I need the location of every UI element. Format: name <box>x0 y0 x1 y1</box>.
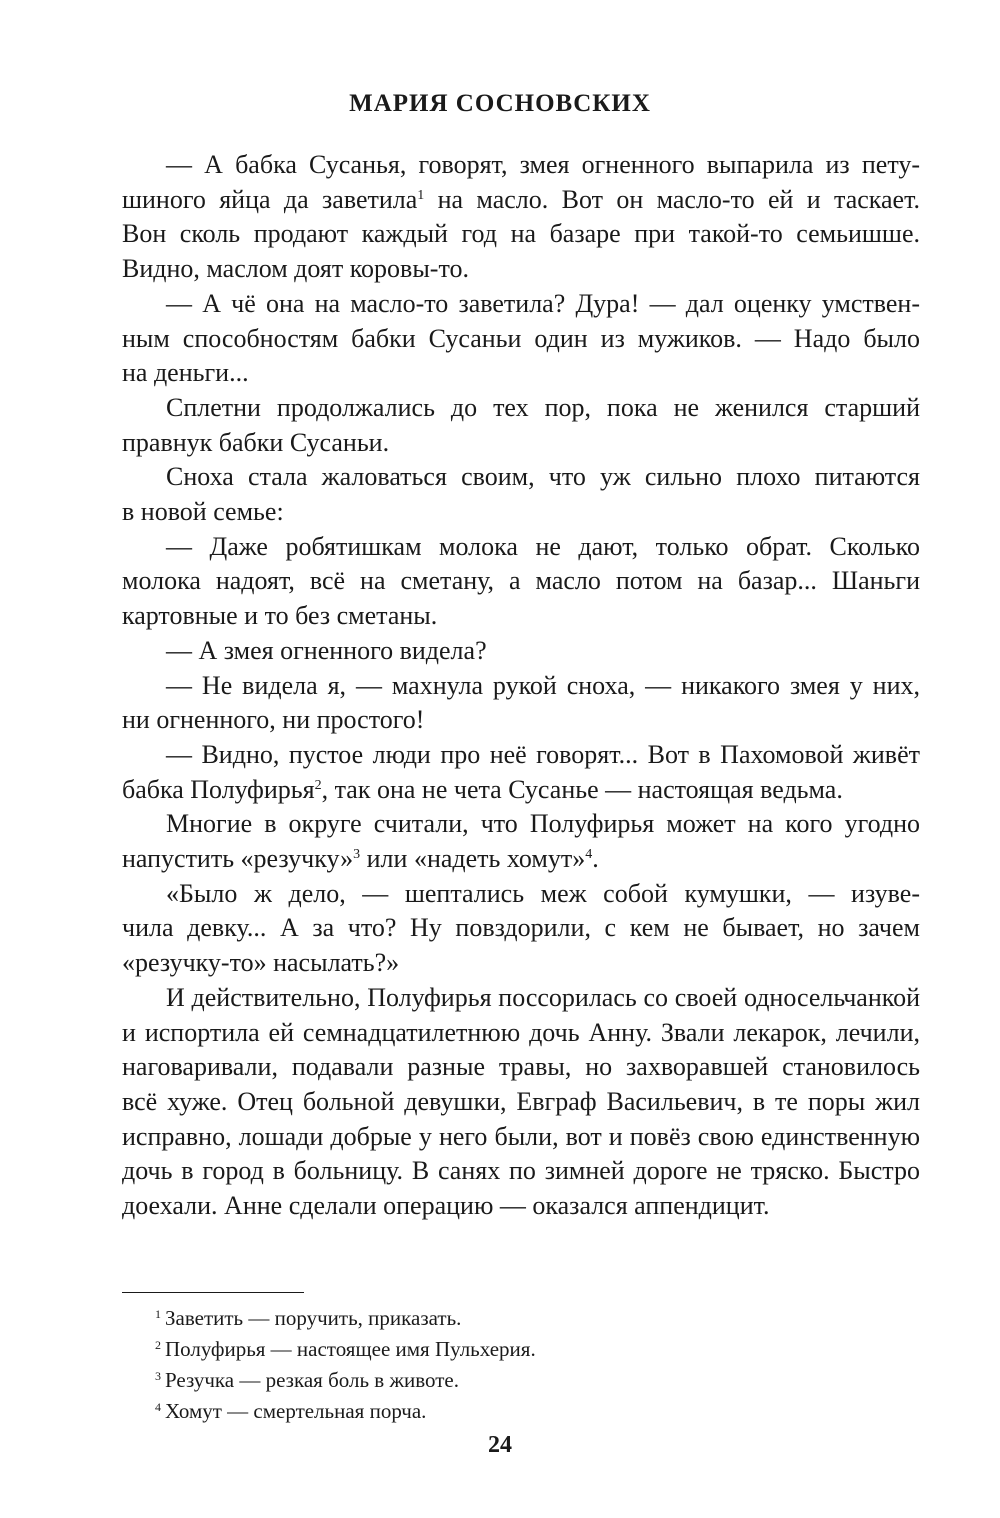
text-line <box>122 877 920 912</box>
footnote-separator <box>122 1292 304 1293</box>
footnote-text: Заветить — поручить, приказать. <box>165 1306 462 1330</box>
text-line <box>122 148 920 183</box>
text-line <box>122 911 920 946</box>
text-segment: ным способностям бабки Сусаньи один из мужиков. — Надо было <box>122 323 920 353</box>
text-line <box>122 1120 920 1155</box>
text-line <box>122 356 920 391</box>
text-line <box>122 634 920 669</box>
text-segment: — А змея огненного видела? <box>166 635 487 665</box>
paragraph <box>122 391 920 460</box>
text-line <box>122 703 920 738</box>
text-segment: Сноха стала жаловаться своим, что уж сильно плохо питаются <box>166 462 920 492</box>
footnote-text: Полуфирья — настоящее имя Пульхерия. <box>165 1337 536 1361</box>
text-line <box>122 669 920 704</box>
text-segment: Сплетни продолжались до тех пор, пока не женился старший <box>166 392 920 422</box>
running-header: МАРИЯ СОСНОВСКИХ <box>349 90 651 117</box>
paragraph <box>122 460 920 529</box>
text-line <box>122 252 920 287</box>
footnotes <box>155 1303 855 1427</box>
paragraph <box>122 738 920 807</box>
footnote-marker[interactable]: 1 <box>417 187 425 203</box>
text-segment: — А чё она на масло-то заветила? Дура! — дал оценку умствен- <box>166 288 920 318</box>
footnote-number: 2 <box>155 1338 161 1352</box>
text-line <box>122 981 920 1016</box>
footnote <box>155 1396 855 1427</box>
paragraph <box>122 669 920 738</box>
text-line <box>122 495 920 530</box>
text-line <box>122 426 920 461</box>
text-segment: чила девку... А за что? Ну повздорили, с кем не бывает, но зачем <box>122 913 920 943</box>
text-segment: — Видно, пустое люди про неё говорят... Вот в Пахомовой живёт <box>166 739 920 769</box>
text-segment: — Даже робятишкам молока не дают, только обрат. Сколько <box>166 531 920 561</box>
text-segment: шиного яйца да заветила <box>122 184 418 214</box>
text-segment: — А бабка Сусанья, говорят, змея огненного выпарила из пету- <box>166 150 920 179</box>
paragraph <box>122 877 920 981</box>
text-segment: бабка Полуфирья <box>122 774 315 804</box>
text-segment: исправно, лошади добрые у него были, вот и повёз свою единственную <box>122 1121 920 1151</box>
text-segment: И действительно, Полуфирья поссорилась со своей односельчанкой <box>166 982 920 1012</box>
paragraph <box>122 148 920 287</box>
paragraph <box>122 634 920 669</box>
text-segment: дочь в город в больницу. В санях по зимней дороге не тряско. Быстро <box>122 1156 920 1186</box>
footnote-number: 1 <box>155 1307 161 1321</box>
text-line <box>122 217 920 252</box>
text-segment: Вон сколь продают каждый год на базаре при такой-то семьишше. <box>122 219 920 249</box>
paragraph <box>122 287 920 391</box>
text-line <box>122 738 920 773</box>
text-line <box>122 1154 920 1189</box>
text-line <box>122 599 920 634</box>
text-segment: «Было ж дело, — шептались меж собой кумушки, — изуве- <box>166 878 920 908</box>
footnote <box>155 1303 855 1334</box>
footnote-marker[interactable]: 3 <box>353 847 361 863</box>
paragraph <box>122 981 920 1224</box>
text-line <box>122 391 920 426</box>
text-line <box>122 1050 920 1085</box>
text-line <box>122 322 920 357</box>
footnote <box>155 1334 855 1365</box>
text-segment: ни огненного, ни простого! <box>122 705 425 735</box>
text-segment: всё хуже. Отец больной девушки, Евграф Васильевич, в те поры жил <box>122 1086 920 1116</box>
text-line <box>122 183 920 218</box>
text-line <box>122 807 920 842</box>
text-segment: и испортила ей семнадцатилетнюю дочь Анну. Звали лекарок, лечили, <box>122 1017 920 1047</box>
text-segment: , так она не чета Сусанье — настоящая ведьма. <box>321 774 843 804</box>
text-segment: молока надоят, всё на сметану, а масло потом на базар... Шаньги <box>122 566 920 596</box>
footnote <box>155 1365 855 1396</box>
footnote-number: 3 <box>155 1369 161 1383</box>
paragraph <box>122 807 920 876</box>
footnote-number: 4 <box>155 1400 161 1414</box>
text-segment: картовные и то без сметаны. <box>122 601 438 631</box>
text-segment: «резучку-то» насылать?» <box>122 948 400 978</box>
footnote-text: Хомут — смертельная порча. <box>165 1399 427 1423</box>
text-segment: в новой семье: <box>122 497 284 527</box>
text-line <box>122 773 920 808</box>
footnote-text: Резучка — резкая боль в животе. <box>165 1368 459 1392</box>
text-segment: на деньги... <box>122 358 249 388</box>
text-segment: наговаривали, подавали разные травы, но захворавшей становилось <box>122 1052 920 1082</box>
text-segment: — Не видела я, — махнула рукой сноха, — никакого змея у них, <box>166 670 920 700</box>
text-segment: правнук бабки Сусаньи. <box>122 427 390 457</box>
footnote-marker[interactable]: 2 <box>314 777 322 793</box>
text-line <box>122 564 920 599</box>
text-segment: Многие в округе считали, что Полуфирья может на кого угодно <box>166 809 920 839</box>
text-segment: на масло. Вот он масло-то ей и таскает. <box>424 184 920 214</box>
footnote-marker[interactable]: 4 <box>585 847 593 863</box>
text-line <box>122 530 920 565</box>
text-line <box>122 1016 920 1051</box>
text-segment: . <box>592 844 599 874</box>
text-segment: напустить «резучку» <box>122 844 354 874</box>
text-line <box>122 1085 920 1120</box>
text-line <box>122 1189 920 1224</box>
text-line <box>122 946 920 981</box>
text-line <box>122 287 920 322</box>
text-segment: Видно, маслом доят коровы-то. <box>122 254 469 284</box>
page-number: 24 <box>488 1432 512 1458</box>
paragraph <box>122 530 920 634</box>
main-text <box>122 148 920 1224</box>
text-segment: доехали. Анне сделали операцию — оказался аппендицит. <box>122 1191 770 1221</box>
text-line <box>122 460 920 495</box>
text-line <box>122 842 920 877</box>
text-segment: или «надеть хомут» <box>360 844 586 874</box>
